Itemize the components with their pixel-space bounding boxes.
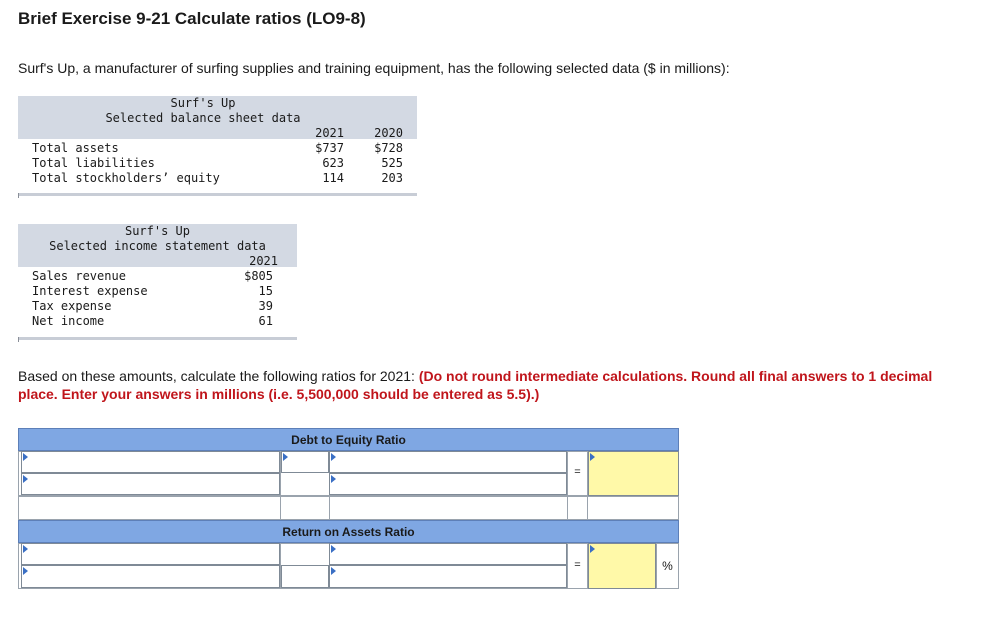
row-label: Sales revenue <box>32 269 126 283</box>
row-label: Total stockholders’ equity <box>32 171 220 185</box>
income-statement-company: Surf's Up <box>124 224 191 238</box>
row-value-2021: 15 <box>258 284 273 298</box>
debt-to-equity-numerator-value-input[interactable] <box>329 451 567 473</box>
return-on-assets-denominator-value-input[interactable] <box>329 565 567 588</box>
row-value-2021: $805 <box>244 269 273 283</box>
row-value-2020: $728 <box>374 141 403 155</box>
return-on-assets-title: Return on Assets Ratio <box>282 525 415 539</box>
balance-sheet-year-2021: 2021 <box>315 126 344 140</box>
balance-sheet-table <box>18 96 417 200</box>
table-bottom-rule <box>18 337 297 340</box>
equals-sign: = <box>574 466 581 478</box>
row-value-2020: 203 <box>381 171 403 185</box>
return-on-assets-answer-input[interactable] <box>588 543 656 589</box>
row-value-2021: 61 <box>258 314 273 328</box>
debt-to-equity-title: Debt to Equity Ratio <box>291 433 406 447</box>
input-marker-icon <box>331 475 336 483</box>
page-title: Brief Exercise 9-21 Calculate ratios (LO9-8) <box>18 9 366 28</box>
debt-to-equity-answer-input[interactable] <box>588 451 679 496</box>
return-on-assets-denominator-label-input[interactable] <box>21 565 280 588</box>
debt-to-equity-denominator-value-input[interactable] <box>329 473 567 495</box>
return-on-assets-header <box>18 520 679 543</box>
income-statement-table <box>18 224 297 344</box>
instructions-lead: Based on these amounts, calculate the following ratios for 2021: <box>18 368 419 384</box>
row-label: Total liabilities <box>32 156 155 170</box>
return-on-assets-numerator-label-input[interactable] <box>21 543 280 565</box>
input-marker-icon <box>23 567 28 575</box>
debt-to-equity-denominator-label-input[interactable] <box>21 473 280 495</box>
row-label: Tax expense <box>32 299 112 313</box>
input-marker-icon <box>590 453 595 461</box>
spacer-cell <box>280 496 330 520</box>
input-marker-icon <box>23 545 28 553</box>
debt-to-equity-numerator-label-input[interactable] <box>21 451 280 473</box>
ratio-answer-grid <box>18 428 679 589</box>
table-bottom-rule <box>18 193 417 196</box>
table-bottom-tick <box>18 193 19 198</box>
row-value-2021: $737 <box>315 141 344 155</box>
instructions <box>18 367 958 403</box>
input-marker-icon <box>590 545 595 553</box>
balance-sheet-company: Surf's Up <box>170 96 236 110</box>
input-marker-icon <box>331 545 336 553</box>
row-value-2021: 114 <box>322 171 344 185</box>
balance-sheet-subtitle: Selected balance sheet data <box>105 111 301 125</box>
debt-to-equity-header <box>18 428 679 451</box>
balance-sheet-year-2020: 2020 <box>374 126 403 140</box>
debt-to-equity-numerator-input[interactable] <box>281 451 329 473</box>
input-marker-icon <box>331 567 336 575</box>
income-statement-subtitle: Selected income statement data <box>49 239 266 253</box>
income-statement-year: 2021 <box>249 254 278 268</box>
problem-intro: Surf's Up, a manufacturer of surfing supplies and training equipment, has the following selected data ($ in millions): <box>18 60 730 76</box>
instructions-emphasis: (Do not round intermediate calculations. Round all final answers to 1 decimal place. Enter your answers in millions (i.e. 5,500,000 should be entered as 5.5).) <box>18 368 933 402</box>
table-bottom-tick <box>18 337 19 342</box>
row-label: Interest expense <box>32 284 148 298</box>
percent-sign: % <box>662 559 673 573</box>
input-marker-icon <box>331 453 336 461</box>
row-value-2021: 39 <box>258 299 273 313</box>
equals-sign: = <box>574 559 581 571</box>
input-marker-icon <box>23 453 28 461</box>
spacer-cell <box>567 496 588 520</box>
input-marker-icon <box>23 475 28 483</box>
row-label: Net income <box>32 314 105 328</box>
row-value-2020: 525 <box>381 156 403 170</box>
row-label: Total assets <box>32 141 119 155</box>
return-on-assets-numerator-value-input[interactable] <box>329 543 567 565</box>
return-on-assets-numerator-input[interactable] <box>281 565 329 588</box>
row-value-2021: 623 <box>322 156 344 170</box>
input-marker-icon <box>283 453 288 461</box>
